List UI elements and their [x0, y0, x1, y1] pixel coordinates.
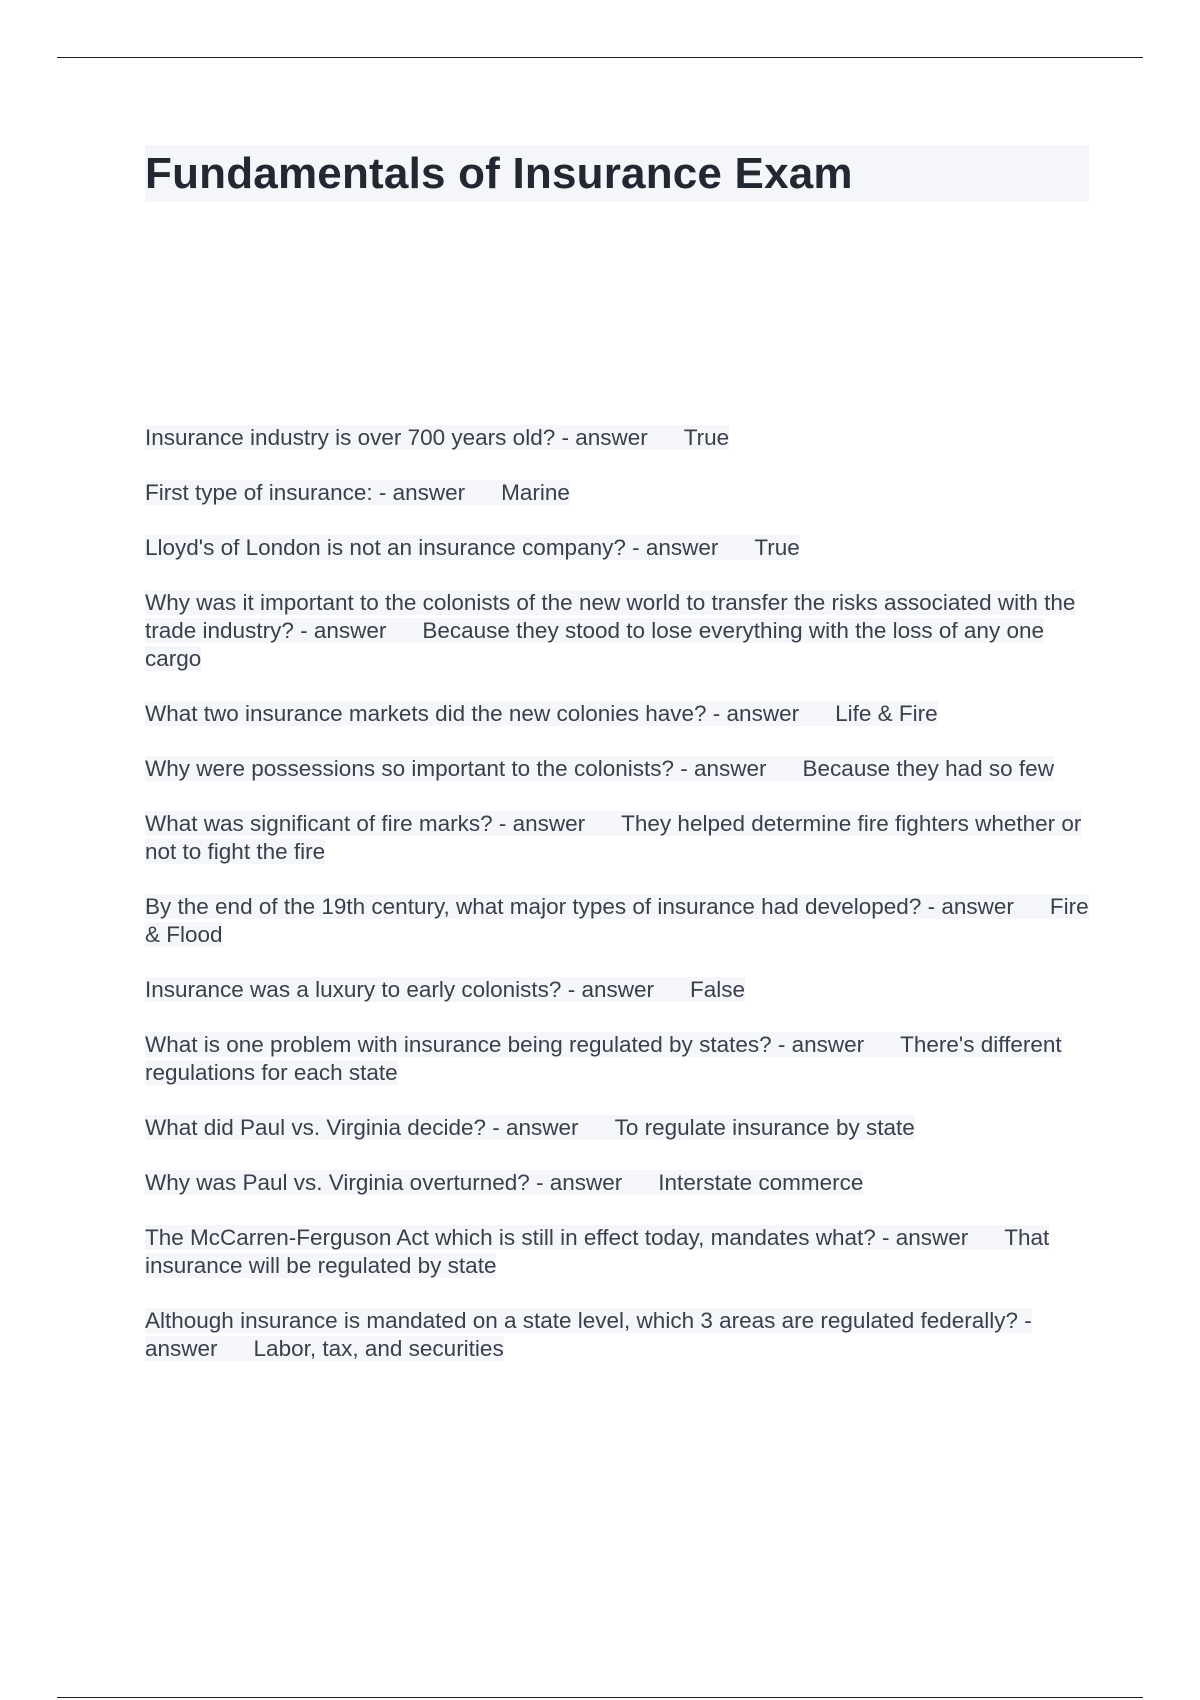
- question-text: What was significant of fire marks? - answer: [145, 811, 586, 836]
- question-text: Insurance was a luxury to early colonists? - answer: [145, 977, 654, 1002]
- question-text: By the end of the 19th century, what major types of insurance had developed? - answer: [145, 894, 1014, 919]
- answer-text: They helped determine fire fighters whether or not to fight the fire: [145, 811, 1082, 864]
- question-text: Insurance industry is over 700 years old? - answer: [145, 425, 648, 450]
- answer-text: Fire & Flood: [145, 894, 1089, 947]
- answer-text: To regulate insurance by state: [614, 1115, 915, 1140]
- answer-text: True: [754, 535, 800, 560]
- question-text: What two insurance markets did the new colonies have? - answer: [145, 701, 800, 726]
- qa-item: [145, 1031, 1089, 1087]
- qa-item: [145, 893, 1089, 949]
- bottom-rule: [57, 1697, 1143, 1698]
- question-text: The McCarren-Ferguson Act which is still in effect today, mandates what? - answer: [145, 1225, 969, 1250]
- question-text: Why was it important to the colonists of the new world to transfer the risks associated with the trade industry? - answer: [145, 590, 1076, 643]
- qa-item: [145, 700, 1089, 728]
- answer-text: Labor, tax, and securities: [253, 1336, 504, 1361]
- answer-text: Life & Fire: [835, 701, 938, 726]
- answer-text: Because they had so few: [802, 756, 1054, 781]
- qa-item: [145, 1224, 1089, 1280]
- answer-text: Because they stood to lose everything with the loss of any one cargo: [145, 618, 1044, 671]
- answer-text: True: [683, 425, 730, 450]
- title-block: [145, 145, 1089, 202]
- qa-item: [145, 1169, 1089, 1197]
- question-text: Lloyd's of London is not an insurance company? - answer: [145, 535, 719, 560]
- qa-item: [145, 976, 1089, 1004]
- top-rule: [57, 57, 1143, 58]
- answer-text: Interstate commerce: [658, 1170, 864, 1195]
- qa-item: [145, 424, 1089, 452]
- question-text: First type of insurance: - answer: [145, 480, 466, 505]
- qa-item: [145, 589, 1089, 673]
- answer-text: There's different regulations for each state: [145, 1032, 1062, 1085]
- question-text: What is one problem with insurance being regulated by states? - answer: [145, 1032, 865, 1057]
- qa-item: [145, 1307, 1089, 1363]
- question-text: Although insurance is mandated on a state level, which 3 areas are regulated federally? - answer: [145, 1308, 1032, 1361]
- qa-item: [145, 534, 1089, 562]
- document-title: Fundamentals of Insurance Exam: [145, 149, 853, 198]
- answer-text: Marine: [501, 480, 570, 505]
- question-text: Why was Paul vs. Virginia overturned? - answer: [145, 1170, 623, 1195]
- qa-list: [145, 424, 1089, 1390]
- qa-item: [145, 479, 1089, 507]
- answer-text: That insurance will be regulated by state: [145, 1225, 1050, 1278]
- qa-item: [145, 810, 1089, 866]
- question-text: What did Paul vs. Virginia decide? - answer: [145, 1115, 579, 1140]
- qa-item: [145, 1114, 1089, 1142]
- answer-text: False: [689, 977, 746, 1002]
- question-text: Why were possessions so important to the colonists? - answer: [145, 756, 767, 781]
- qa-item: [145, 755, 1089, 783]
